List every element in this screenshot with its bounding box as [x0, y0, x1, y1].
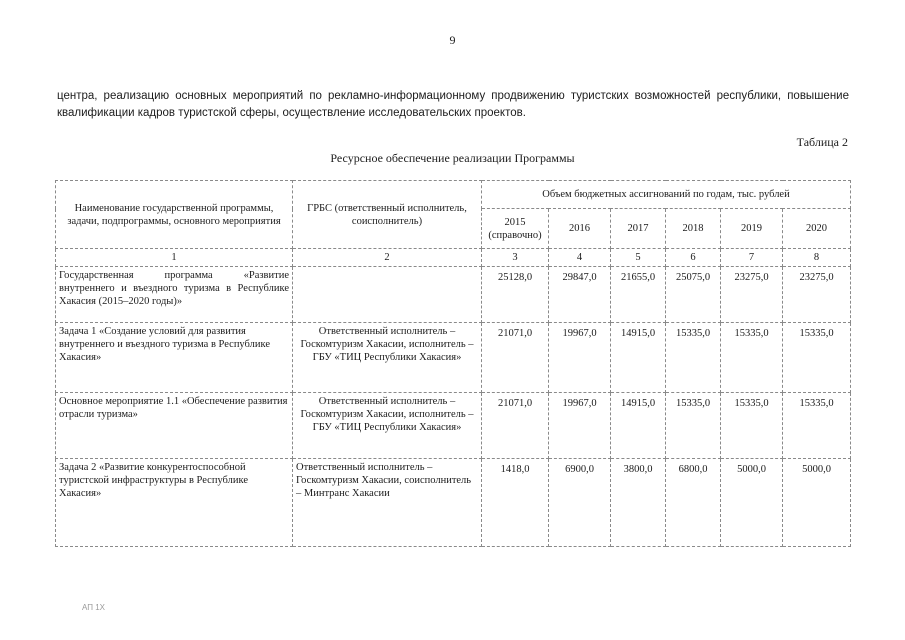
row-value: 19967,0 — [549, 393, 611, 459]
row-value: 23275,0 — [783, 267, 851, 323]
column-number: 3 — [482, 249, 549, 267]
row-value: 21071,0 — [482, 323, 549, 393]
row-value: 29847,0 — [549, 267, 611, 323]
row-grbs — [293, 267, 482, 323]
resource-table — [55, 180, 851, 547]
header-year: 2017 — [611, 209, 666, 249]
column-number: 5 — [611, 249, 666, 267]
row-value: 6800,0 — [666, 459, 721, 547]
table-row — [56, 323, 851, 393]
header-grbs: ГРБС (ответственный исполнитель, соисполнитель) — [293, 181, 482, 249]
row-value: 21071,0 — [482, 393, 549, 459]
header-budget-group: Объем бюджетных ассигнований по годам, тыс. рублей — [482, 181, 851, 209]
row-value: 14915,0 — [611, 393, 666, 459]
column-number-row — [56, 249, 851, 267]
row-value: 23275,0 — [721, 267, 783, 323]
row-value: 15335,0 — [666, 323, 721, 393]
row-grbs: Ответственный исполнитель – Госкомтуризм Хакасии, соисполнитель – Минтранс Хакасии — [293, 459, 482, 547]
column-number: 7 — [721, 249, 783, 267]
row-value: 5000,0 — [721, 459, 783, 547]
row-name: Государственная программа «Развитие внутреннего и въездного туризма в Республике Хакасия (2015–2020 годы)» — [56, 267, 293, 323]
row-value: 1418,0 — [482, 459, 549, 547]
column-number: 6 — [666, 249, 721, 267]
row-name: Задача 1 «Создание условий для развития внутреннего и въездного туризма в Республике Хакасия» — [56, 323, 293, 393]
table-caption: Ресурсное обеспечение реализации Программы — [330, 151, 575, 165]
row-value: 15335,0 — [721, 323, 783, 393]
row-value: 15335,0 — [783, 323, 851, 393]
row-value: 25128,0 — [482, 267, 549, 323]
row-grbs: Ответственный исполнитель – Госкомтуризм Хакасии, исполнитель – ГБУ «ТИЦ Республики Хакасия» — [293, 393, 482, 459]
row-value: 3800,0 — [611, 459, 666, 547]
column-number: 8 — [783, 249, 851, 267]
table-row — [56, 459, 851, 547]
header-year: 2018 — [666, 209, 721, 249]
row-value: 21655,0 — [611, 267, 666, 323]
row-name: Основное мероприятие 1.1 «Обеспечение развития отрасли туризма» — [56, 393, 293, 459]
header-year: 2016 — [549, 209, 611, 249]
row-value: 15335,0 — [666, 393, 721, 459]
row-value: 19967,0 — [549, 323, 611, 393]
header-year: 2015 (справочно) — [482, 209, 549, 249]
header-year: 2019 — [721, 209, 783, 249]
column-number: 4 — [549, 249, 611, 267]
intro-paragraph: центра, реализацию основных мероприятий по рекламно-информационному продвижению туристских возможностей республики, повышение квалификации кадров туристской сферы, осуществление исследовательских проектов. — [57, 90, 849, 119]
column-number: 2 — [293, 249, 482, 267]
row-value: 14915,0 — [611, 323, 666, 393]
page-number: 9 — [449, 33, 456, 47]
row-value: 15335,0 — [783, 393, 851, 459]
footer-mark: АП 1Х — [82, 603, 106, 612]
row-grbs: Ответственный исполнитель – Госкомтуризм Хакасии, исполнитель – ГБУ «ТИЦ Республики Хакасия» — [293, 323, 482, 393]
row-value: 15335,0 — [721, 393, 783, 459]
header-year: 2020 — [783, 209, 851, 249]
table-label: Таблица 2 — [796, 135, 848, 149]
header-name: Наименование государственной программы, задачи, подпрограммы, основного мероприятия — [56, 181, 293, 249]
table-row — [56, 267, 851, 323]
row-value: 5000,0 — [783, 459, 851, 547]
column-number: 1 — [56, 249, 293, 267]
row-value: 6900,0 — [549, 459, 611, 547]
row-name: Задача 2 «Развитие конкурентоспособной туристской инфраструктуры в Республике Хакасия» — [56, 459, 293, 547]
row-value: 25075,0 — [666, 267, 721, 323]
table-row — [56, 393, 851, 459]
